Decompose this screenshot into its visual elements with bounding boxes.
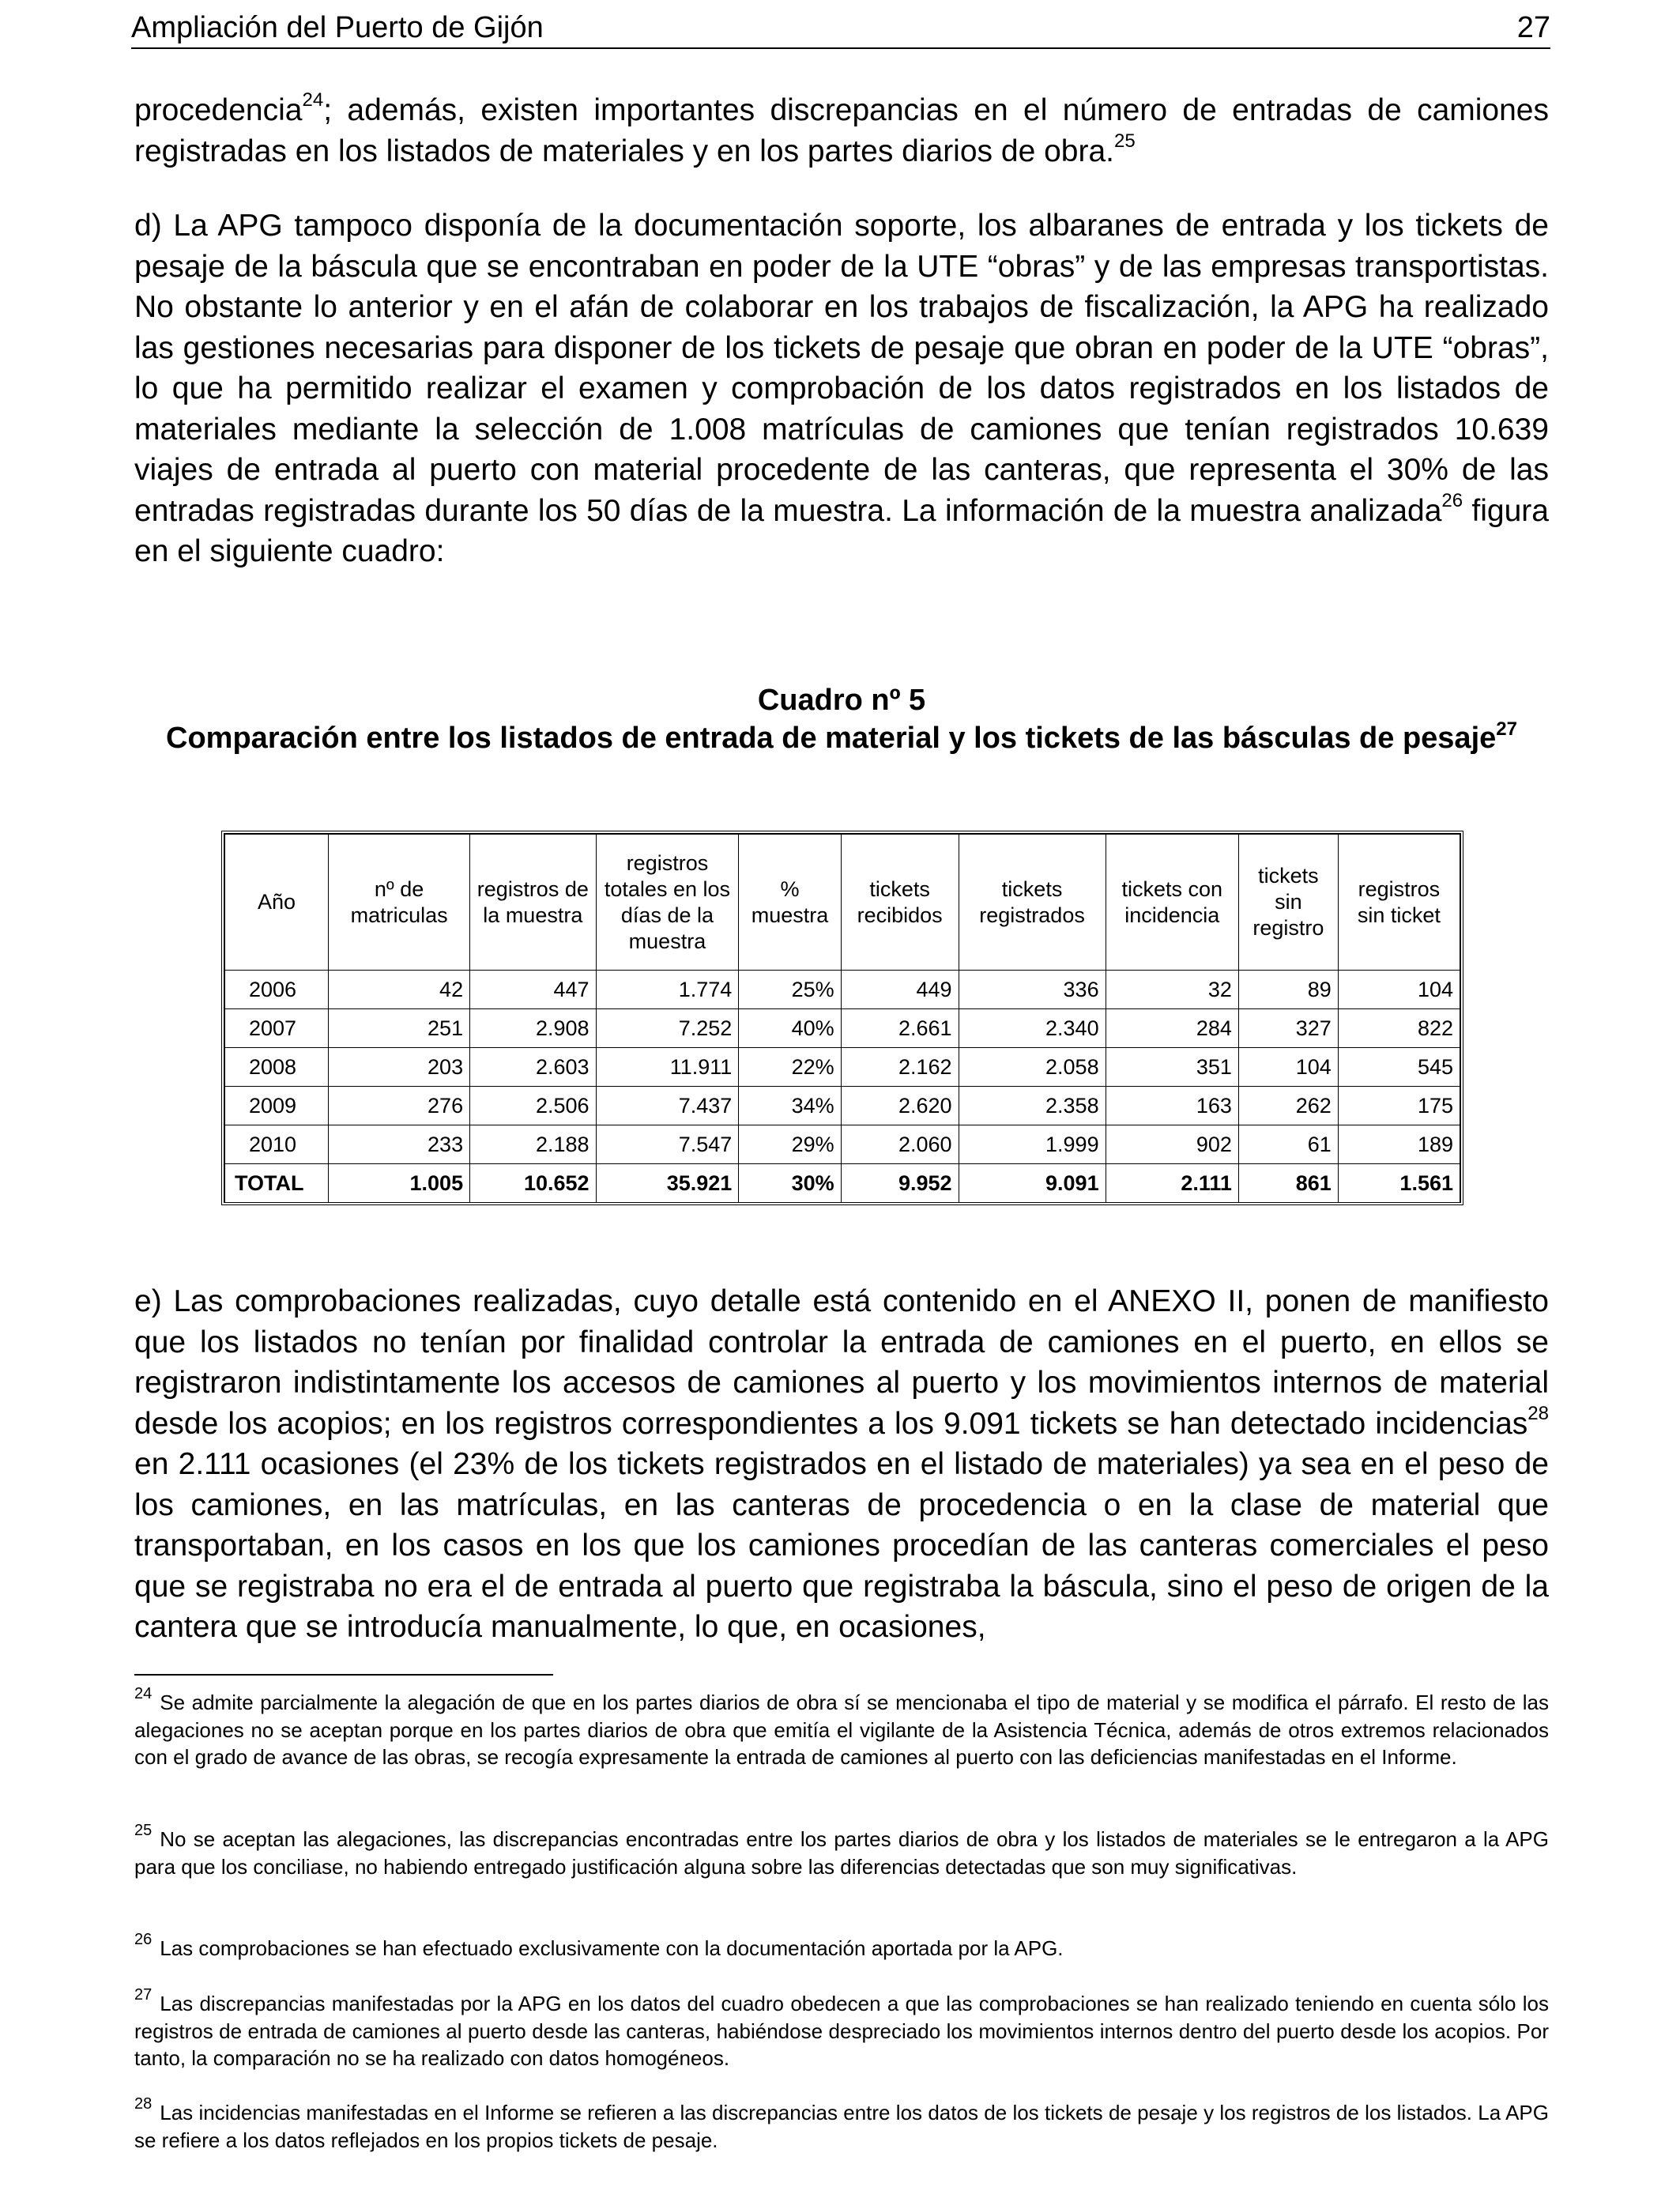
table-cell: 2.060 [841, 1125, 959, 1164]
column-header: tickets registrados [959, 835, 1106, 971]
table-cell: 449 [841, 971, 959, 1009]
footnote-text: Las comprobaciones se han efectuado exclusivamente con la documentación aportada por la APG. [160, 1936, 1064, 1960]
page-header [131, 8, 1550, 49]
paragraph-text: ; además, existen importantes discrepancias en el número de entradas de camiones registradas en los listados de materiales y en los partes diarios de obra. [134, 93, 1549, 168]
table-cell: 276 [329, 1087, 470, 1125]
table-cell: 2.908 [470, 1009, 596, 1048]
table-cell: 22% [739, 1048, 841, 1087]
table-cell: 35.921 [596, 1164, 739, 1203]
table-header-row [225, 835, 1460, 971]
column-header: tickets recibidos [841, 835, 959, 971]
footnote-number: 25 [134, 1822, 153, 1839]
table-cell: 2007 [225, 1009, 329, 1048]
paragraph-text: e) Las comprobaciones realizadas, cuyo detalle está contenido en el ANEXO II, ponen de manifiesto que los listados no tenían por finalidad controlar la entrada de camiones en el puerto, en ellos se registraron indistintamente los accesos de camiones al puerto y los movimientos internos de material desde los acopios; en los registros correspondientes a los 9.091 tickets se han detectado incidencias [134, 1284, 1549, 1441]
table-cell: 7.547 [596, 1125, 739, 1164]
footnote-26 [134, 1931, 1549, 1962]
table-cell: 2.661 [841, 1009, 959, 1048]
table-cell: 9.091 [959, 1164, 1106, 1203]
table-row [225, 1087, 1460, 1125]
paragraph-e [134, 1281, 1549, 1648]
column-header: registros de la muestra [470, 835, 596, 971]
footnote-separator [134, 1674, 553, 1676]
table-row [225, 1125, 1460, 1164]
table-row [225, 1048, 1460, 1087]
table-cell: 2009 [225, 1087, 329, 1125]
footnote-text: Las incidencias manifestadas en el Informe se refieren a las discrepancias entre los datos de los tickets de pesaje y los registros de los listados. La APG se refiere a los datos reflejados en los propios tickets de pesaje. [134, 2101, 1549, 2152]
table-cell: 7.252 [596, 1009, 739, 1048]
table-cell: 9.952 [841, 1164, 959, 1203]
table-cell: 104 [1338, 971, 1460, 1009]
paragraph-text: en 2.111 ocasiones (el 23% de los tickets registrados en el listado de materiales) ya sea en el peso de los camiones, en las matrículas, en las canteras de procedencia o en la clase de material que transportaban, en los casos en los que los camiones procedían de las canteras comerciales el peso que se registraba no era el de entrada al puerto que registraba la báscula, sino el peso de origen de la cantera que se introducía manualmente, lo que, en ocasiones, [134, 1447, 1549, 1644]
footnote-24 [134, 1685, 1549, 1771]
table-cell: 2.506 [470, 1087, 596, 1125]
table-cell: 25% [739, 971, 841, 1009]
table-cell: 7.437 [596, 1087, 739, 1125]
data-table-frame [221, 831, 1463, 1205]
column-header: nº de matriculas [329, 835, 470, 971]
column-header: Año [225, 835, 329, 971]
table-cell: 233 [329, 1125, 470, 1164]
table-row [225, 971, 1460, 1009]
table-cell: 29% [739, 1125, 841, 1164]
paragraph-text: procedencia [134, 93, 303, 127]
table-subtitle-text: Comparación entre los listados de entrada de material y los tickets de las básculas de pesaje [166, 722, 1497, 755]
column-header: registros sin ticket [1338, 835, 1460, 971]
table-cell: 2006 [225, 971, 329, 1009]
paragraph-d [134, 205, 1549, 572]
table-cell: 1.999 [959, 1125, 1106, 1164]
comparison-table [224, 834, 1460, 1203]
footnote-ref-25[interactable]: 25 [1113, 130, 1136, 152]
table-cell: 2.358 [959, 1087, 1106, 1125]
table-cell: 61 [1238, 1125, 1338, 1164]
footnote-ref-24[interactable]: 24 [302, 89, 324, 111]
footnote-text: No se aceptan las alegaciones, las discrepancias encontradas entre los partes diarios de obra y los listados de materiales se le entregaron a la APG para que los conciliase, no habiendo entregado justificación alguna sobre las diferencias detectadas que son muy significativas. [134, 1827, 1549, 1879]
footnote-27 [134, 1986, 1549, 2072]
table-cell: 30% [739, 1164, 841, 1203]
column-header: tickets con incidencia [1106, 835, 1238, 971]
footnote-text: Las discrepancias manifestadas por la APG en los datos del cuadro obedecen a que las comprobaciones se han realizado teniendo en cuenta sólo los registros de entrada de camiones al puerto desde las canteras, habiéndose despreciado los movimientos internos dentro del puerto desde los acopios. Por tanto, la comparación no se ha realizado con datos homogéneos. [134, 1992, 1549, 2070]
table-cell: 2010 [225, 1125, 329, 1164]
table-title: Cuadro nº 5 [757, 684, 926, 717]
table-cell: 104 [1238, 1048, 1338, 1087]
paragraph-continuation [134, 90, 1549, 172]
table-row [225, 1009, 1460, 1048]
table-cell: 2.162 [841, 1048, 959, 1087]
footnote-number: 28 [134, 2095, 153, 2113]
table-cell: 40% [739, 1009, 841, 1048]
table-cell: 32 [1106, 971, 1238, 1009]
table-total-row [225, 1164, 1460, 1203]
table-cell: 251 [329, 1009, 470, 1048]
table-cell: 861 [1238, 1164, 1338, 1203]
table-cell: 1.561 [1338, 1164, 1460, 1203]
table-cell: 11.911 [596, 1048, 739, 1087]
document-title: Ampliación del Puerto de Gijón [131, 11, 544, 44]
table-cell: 336 [959, 971, 1106, 1009]
footnote-number: 24 [134, 1685, 153, 1702]
page-number: 27 [1516, 11, 1550, 44]
table-cell: 175 [1338, 1087, 1460, 1125]
table-cell: 2.340 [959, 1009, 1106, 1048]
table-cell: 34% [739, 1087, 841, 1125]
footnote-number: 26 [134, 1931, 153, 1948]
table-cell: TOTAL [225, 1164, 329, 1203]
table-cell: 2.603 [470, 1048, 596, 1087]
column-header: registros totales en los días de la muestra [596, 835, 739, 971]
table-cell: 351 [1106, 1048, 1238, 1087]
paragraph-text: d) La APG tampoco disponía de la documentación soporte, los albaranes de entrada y los tickets de pesaje de la báscula que se encontraban en poder de la UTE “obras” y de las empresas transportistas. No obstante lo anterior y en el afán de colaborar en los trabajos de fiscalización, la APG ha realizado las gestiones necesarias para disponer de los tickets de pesaje que obran en poder de la UTE “obras”, lo que ha permitido realizar el examen y comprobación de los datos registrados en los listados de materiales mediante la selección de 1.008 matrículas de camiones que tenían registrados 10.639 viajes de entrada al puerto con material procedente de las canteras, que representa el 30% de las entradas registradas durante los 50 días de la muestra. La información de la muestra analizada [134, 209, 1549, 528]
table-cell: 284 [1106, 1009, 1238, 1048]
table-cell: 1.774 [596, 971, 739, 1009]
table-cell: 189 [1338, 1125, 1460, 1164]
table-cell: 545 [1338, 1048, 1460, 1087]
table-cell: 2.058 [959, 1048, 1106, 1087]
table-cell: 2.620 [841, 1087, 959, 1125]
table-cell: 10.652 [470, 1164, 596, 1203]
table-subtitle [134, 719, 1549, 757]
table-cell: 327 [1238, 1009, 1338, 1048]
table-cell: 902 [1106, 1125, 1238, 1164]
footnote-ref-27[interactable]: 27 [1496, 718, 1517, 740]
table-cell: 2008 [225, 1048, 329, 1087]
footnote-ref-26[interactable]: 26 [1441, 489, 1463, 511]
table-cell: 447 [470, 971, 596, 1009]
footnote-number: 27 [134, 1986, 153, 2004]
footnote-text: Se admite parcialmente la alegación de que en los partes diarios de obra sí se mencionaba el tipo de material y se modifica el párrafo. El resto de las alegaciones no se aceptan porque en los partes diarios de obra que emitía el vigilante de la Asistencia Técnica, además de otros extremos relacionados con el grado de avance de las obras, se recogía expresamente la entrada de camiones al puerto con las deficiencias manifestadas en el Informe. [134, 1691, 1549, 1769]
table-cell: 163 [1106, 1087, 1238, 1125]
table-cell: 822 [1338, 1009, 1460, 1048]
footnote-25 [134, 1822, 1549, 1880]
column-header: tickets sin registro [1238, 835, 1338, 971]
footnote-28 [134, 2095, 1549, 2154]
table-cell: 203 [329, 1048, 470, 1087]
table-cell: 2.111 [1106, 1164, 1238, 1203]
table-cell: 89 [1238, 971, 1338, 1009]
footnote-ref-28[interactable]: 28 [1527, 1402, 1549, 1424]
table-cell: 1.005 [329, 1164, 470, 1203]
table-cell: 262 [1238, 1087, 1338, 1125]
column-header: % muestra [739, 835, 841, 971]
table-cell: 42 [329, 971, 470, 1009]
table-cell: 2.188 [470, 1125, 596, 1164]
paragraph-text: figura en el siguiente cuadro: [134, 493, 1549, 568]
